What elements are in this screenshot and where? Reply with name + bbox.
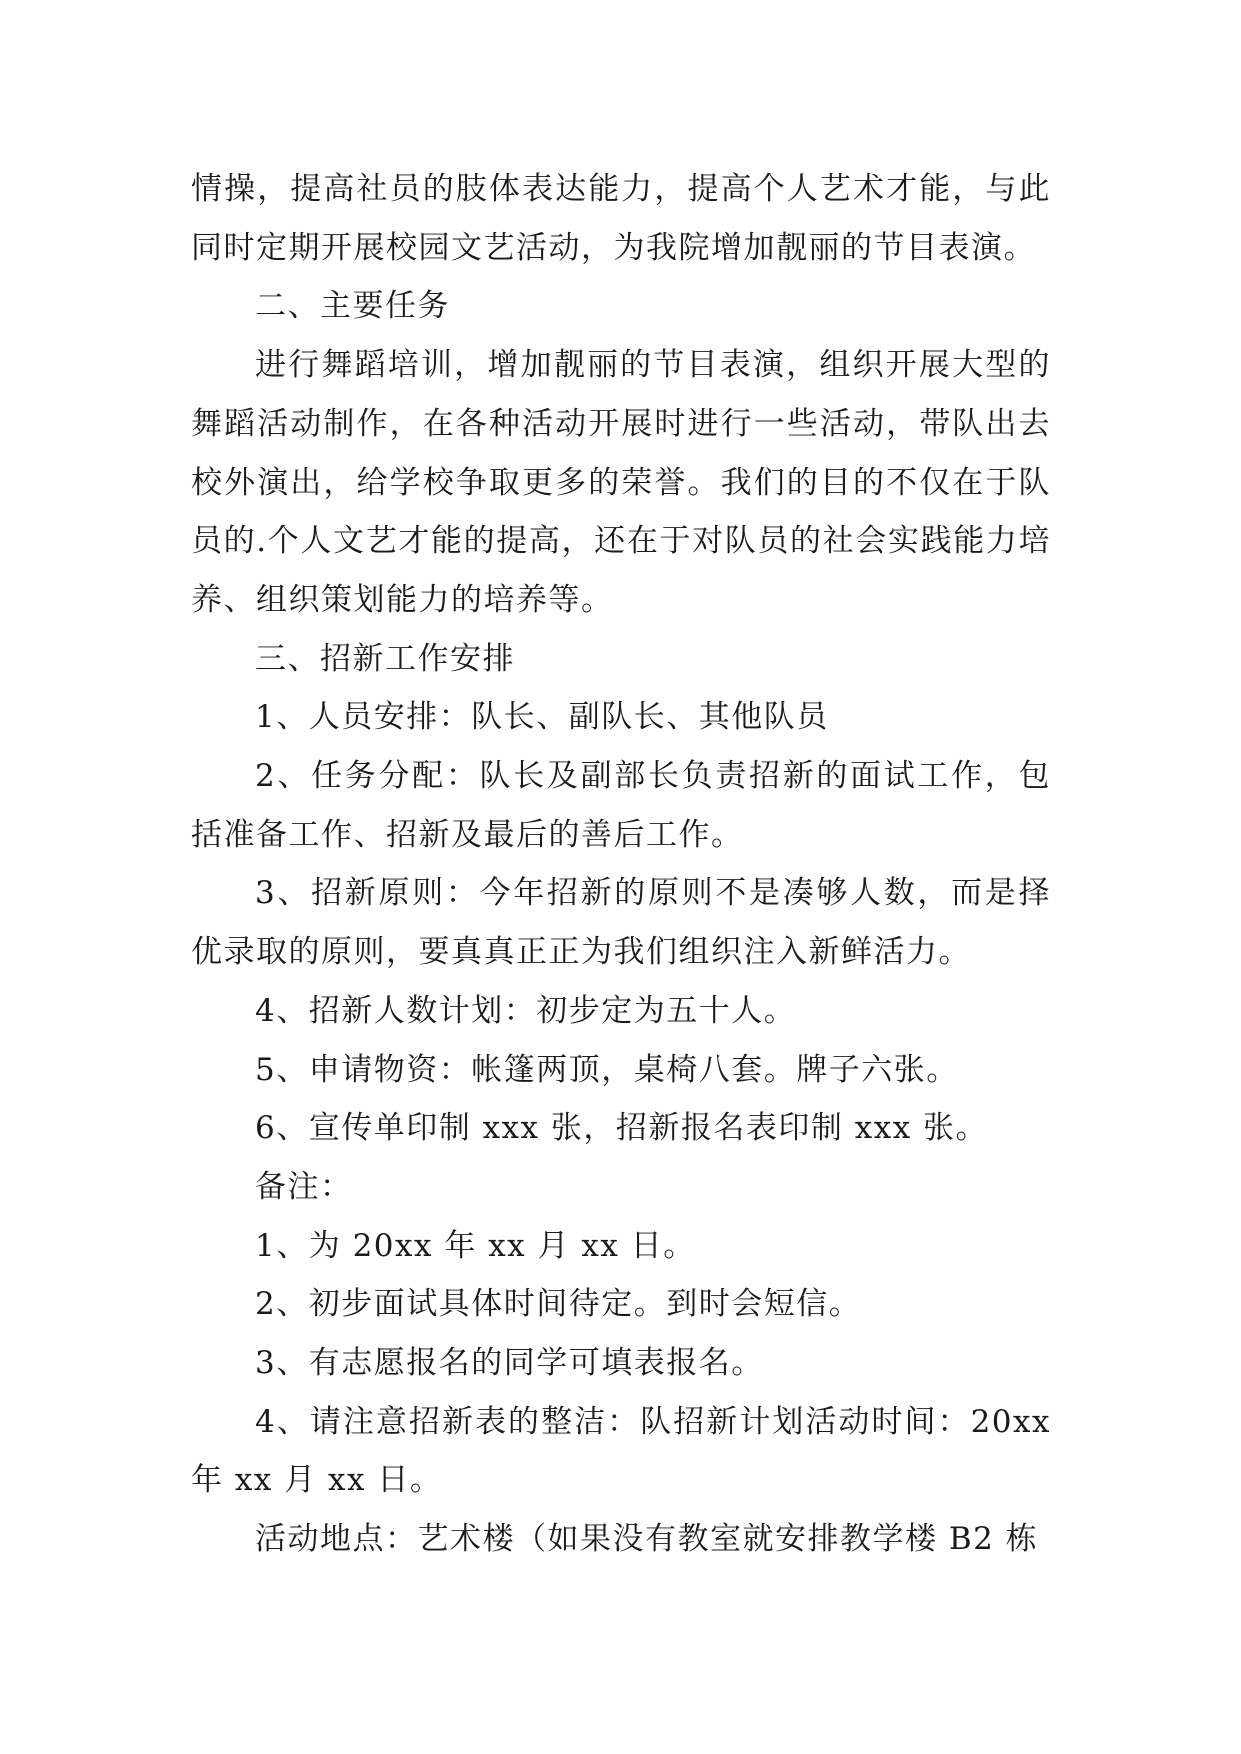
list-item-printing: 6、宣传单印制 xxx 张，招新报名表印制 xxx 张。 bbox=[255, 1110, 989, 1147]
paragraph-location: 活动地点：艺术楼（如果没有教室就安排教学楼 B2 栋 bbox=[255, 1521, 1039, 1558]
section-heading-main-tasks: 二、主要任务 bbox=[255, 288, 450, 325]
list-item-materials: 5、申请物资：帐篷两顶，桌椅八套。牌子六张。 bbox=[255, 1051, 959, 1088]
paragraph-main-tasks: 进行舞蹈培训，增加靓丽的节目表演，组织开展大型的舞蹈活动制作，在各种活动开展时进行一些活动，带队出去校外演出，给学校争取更多的荣誉。我们的目的不仅在于队员的.个人文艺才能的提高，还在于对队员的社会实践能力培养、组织策划能力的培养等。 bbox=[191, 347, 1051, 618]
list-item-headcount: 4、招新人数计划：初步定为五十人。 bbox=[255, 992, 797, 1029]
notes-heading: 备注： bbox=[255, 1168, 353, 1205]
note-item-tidiness: 4、请注意招新表的整洁：队招新计划活动时间：20xx 年 xx 月 xx 日。 bbox=[191, 1403, 1051, 1499]
note-item-interview: 2、初步面试具体时间待定。到时会短信。 bbox=[255, 1286, 862, 1323]
paragraph-intro-continued: 情操，提高社员的肢体表达能力，提高个人艺术才能，与此同时定期开展校园文艺活动，为我院增加靓丽的节目表演。 bbox=[191, 171, 1051, 266]
note-item-signup: 3、有志愿报名的同学可填表报名。 bbox=[255, 1345, 764, 1382]
list-item-task-assignment: 2、任务分配：队长及副部长负责招新的面试工作，包括准备工作、招新及最后的善后工作。 bbox=[191, 758, 1051, 853]
list-item-staffing: 1、人员安排：队长、副队长、其他队员 bbox=[255, 699, 829, 736]
document-body bbox=[191, 160, 1051, 1569]
list-item-principle: 3、招新原则：今年招新的原则不是凑够人数，而是择优录取的原则，要真真正正为我们组织注入新鲜活力。 bbox=[191, 875, 1051, 971]
note-item-date: 1、为 20xx 年 xx 月 xx 日。 bbox=[255, 1227, 696, 1264]
section-heading-recruitment: 三、招新工作安排 bbox=[255, 640, 515, 677]
